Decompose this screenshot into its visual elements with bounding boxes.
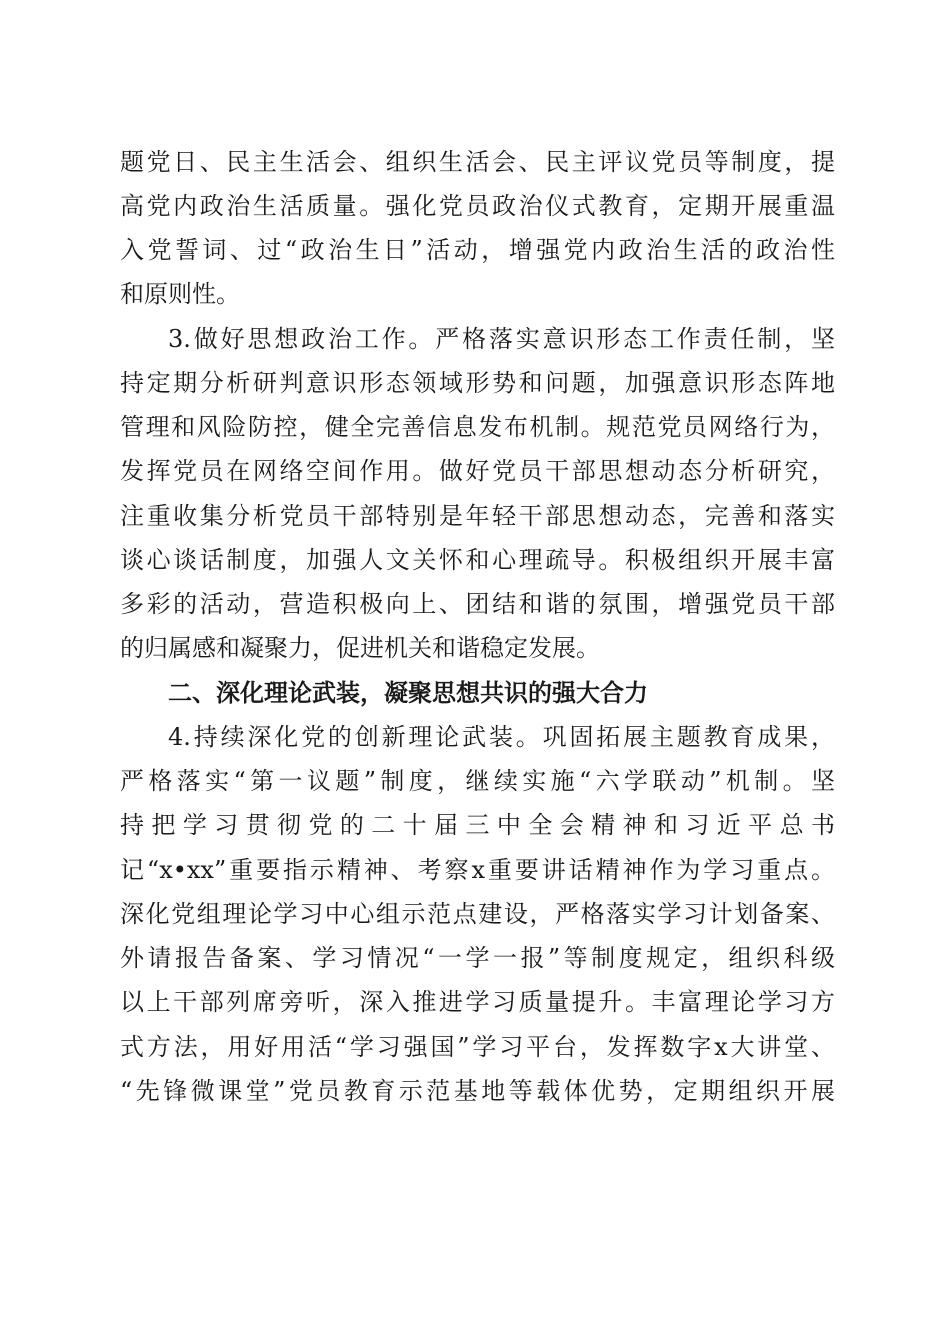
paragraph-line: 持定期分析研判意识形态领域形势和问题，加强意识形态阵地 xyxy=(120,369,835,397)
paragraph-line: 持把学习贯彻党的二十届三中全会精神和习近平总书 xyxy=(120,811,835,839)
paragraph-line: 深化党组理论学习中心组示范点建设，严格落实学习计划备案、 xyxy=(120,900,835,928)
paragraph-line: 记“x•xx”重要指示精神、考察x重要讲话精神作为学习重点。 xyxy=(120,856,835,884)
paragraph-line: 发挥党员在网络空间作用。做好党员干部思想动态分析研究， xyxy=(120,457,835,485)
paragraph-line: 题党日、民主生活会、组织生活会、民主评议党员等制度，提 xyxy=(120,148,835,176)
paragraph-line: 入党誓词、过“政治生日”活动，增强党内政治生活的政治性 xyxy=(120,236,835,264)
paragraph-line: 注重收集分析党员干部特别是年轻干部思想动态，完善和落实 xyxy=(120,502,835,530)
section-heading: 二、深化理论武装，凝聚思想共识的强大合力 xyxy=(168,679,648,707)
paragraph-line: 以上干部列席旁听，深入推进学习质量提升。丰富理论学习方 xyxy=(120,988,835,1016)
paragraph-line: “先锋微课堂”党员教育示范基地等载体优势，定期组织开展 xyxy=(120,1077,835,1105)
paragraph-line: 式方法，用好用活“学习强国”学习平台，发挥数字x大讲堂、 xyxy=(120,1033,835,1061)
item-3-title-line: 3.做好思想政治工作。严格落实意识形态工作责任制，坚 xyxy=(168,325,835,353)
paragraph-line: 的归属感和凝聚力，促进机关和谐稳定发展。 xyxy=(120,634,600,662)
paragraph-line: 外请报告备案、学习情况“一学一报”等制度规定，组织科级 xyxy=(120,944,835,972)
item-4-title-line: 4.持续深化党的创新理论武装。巩固拓展主题教育成果， xyxy=(168,723,835,751)
paragraph-line: 高党内政治生活质量。强化党员政治仪式教育，定期开展重温 xyxy=(120,192,835,220)
paragraph-line: 和原则性。 xyxy=(120,280,240,308)
paragraph-line: 谈心谈话制度，加强人文关怀和心理疏导。积极组织开展丰富 xyxy=(120,546,835,574)
paragraph-line: 严格落实“第一议题”制度，继续实施“六学联动”机制。坚 xyxy=(120,767,835,795)
paragraph-line: 多彩的活动，营造积极向上、团结和谐的氛围，增强党员干部 xyxy=(120,590,835,618)
paragraph-line: 管理和风险防控，健全完善信息发布机制。规范党员网络行为， xyxy=(120,413,835,441)
